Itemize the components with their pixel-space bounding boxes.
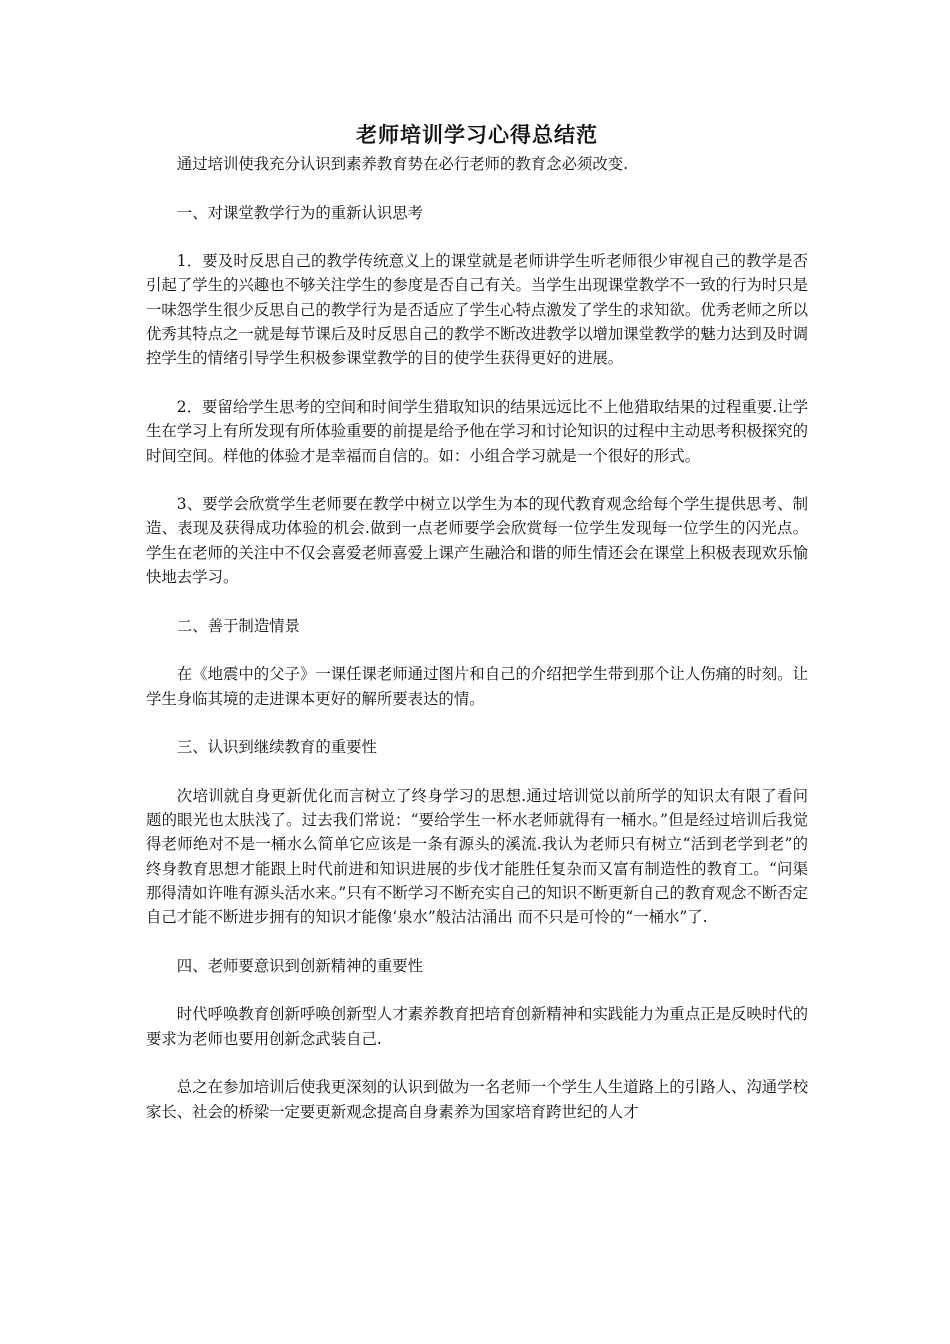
body-paragraph-3: 3、要学会欣赏学生老师要在教学中树立以学生为本的现代教育观念给每个学生提供思考、制造、表现及获得成功体验的机会.做到一点老师要学会欣赏每一位学生发现每一位学生的闪光点。学生在老师的关注中不仅会喜爱老师喜爱上课产生融洽和谐的师生情还会在课堂上积极表现欢乐愉快地去学习。	[146, 495, 808, 587]
paragraph-gap	[146, 711, 808, 735]
paragraph-gap	[146, 1051, 808, 1075]
conclusion-paragraph: 总之在参加培训后使我更深刻的认识到做为一名老师一个学生人生道路上的引路人、沟通学校家长、社会的桥梁一定要更新观念提高自身素养为国家培育跨世纪的人才	[146, 1078, 808, 1121]
paragraph-gap	[146, 759, 808, 783]
body-paragraph-2: 2．要留给学生思考的空间和时间学生猎取知识的结果远远比不上他猎取结果的过程重要.让学生在学习上有所发现有所体验重要的前提是给予他在学习和讨论知识的过程中主动思考积极探究的时间空间。样他的体验才是幸福而自信的。如：小组合学习就是一个很好的形式。	[146, 397, 808, 465]
paragraph-gap	[146, 638, 808, 662]
intro-paragraph: 通过培训使我充分认识到素养教育势在必行老师的教育念必须改变.	[176, 155, 629, 173]
body-paragraph-4: 在《地震中的父子》一课任课老师通过图片和自己的介绍把学生带到那个让人伤痛的时刻。让学生身临其境的走进课本更好的解所要表达的情。	[146, 665, 808, 708]
paragraph-gap	[146, 589, 808, 613]
document-title: 老师培训学习心得总结范	[356, 122, 598, 147]
body-paragraph-1: 1．要及时反思自己的教学传统意义上的课堂就是老师讲学生听老师很少审视自己的教学是否引起了学生的兴趣也不够关注学生的参度是否自己有关。当学生出现课堂教学不一致的行为时只是一味怨学生很少反思自己的教学行为是否适应了学生心特点激发了学生的求知欲。优秀老师之所以优秀其特点之一就是每节课后及时反思自己的教学不断改进教学以增加课堂教学的魅力达到及时调控学生的情绪引导学生积极参课堂教学的目的使学生获得更好的进展。	[146, 252, 808, 368]
paragraph-gap	[146, 468, 808, 492]
paragraph-gap	[146, 225, 808, 249]
section-heading-1: 一、对课堂教学行为的重新认识思考	[176, 203, 424, 222]
section-heading-4: 四、老师要意识到创新精神的重要性	[176, 956, 424, 975]
paragraph-gap	[146, 930, 808, 954]
paragraph-gap	[146, 978, 808, 1002]
body-paragraph-5: 次培训就自身更新优化而言树立了终身学习的思想.通过培训觉以前所学的知识太有限了看问题的眼光也太肤浅了。过去我们常说：“要给学生一杯水老师就得有一桶水。”但是经过培训后我觉得老师绝对不是一桶水么简单它应该是一条有源头的溪流.我认为老师只有树立“活到老学到老”的终身教育思想才能跟上时代前进和知识进展的步伐才能胜任复杂而又富有制造性的教育工。“问渠那得清如许唯有源头活水来。”只有不断学习不断充实自己的知识不断更新自己的教育观念不断否定自己才能不断进步拥有的知识才能像‘泉水”般沽沽涌出 而不只是可怜的“一桶水”了.	[146, 786, 808, 927]
section-heading-2: 二、善于制造情景	[176, 616, 300, 635]
section-heading-3: 三、认识到继续教育的重要性	[176, 738, 377, 757]
body-paragraph-6: 时代呼唤教育创新呼唤创新型人才素养教育把培育创新精神和实践能力为重点正是反映时代的要求为老师也要用创新念武装自己.	[146, 1005, 808, 1048]
paragraph-gap	[146, 176, 808, 200]
paragraph-gap	[146, 371, 808, 395]
document-page	[146, 118, 808, 1124]
